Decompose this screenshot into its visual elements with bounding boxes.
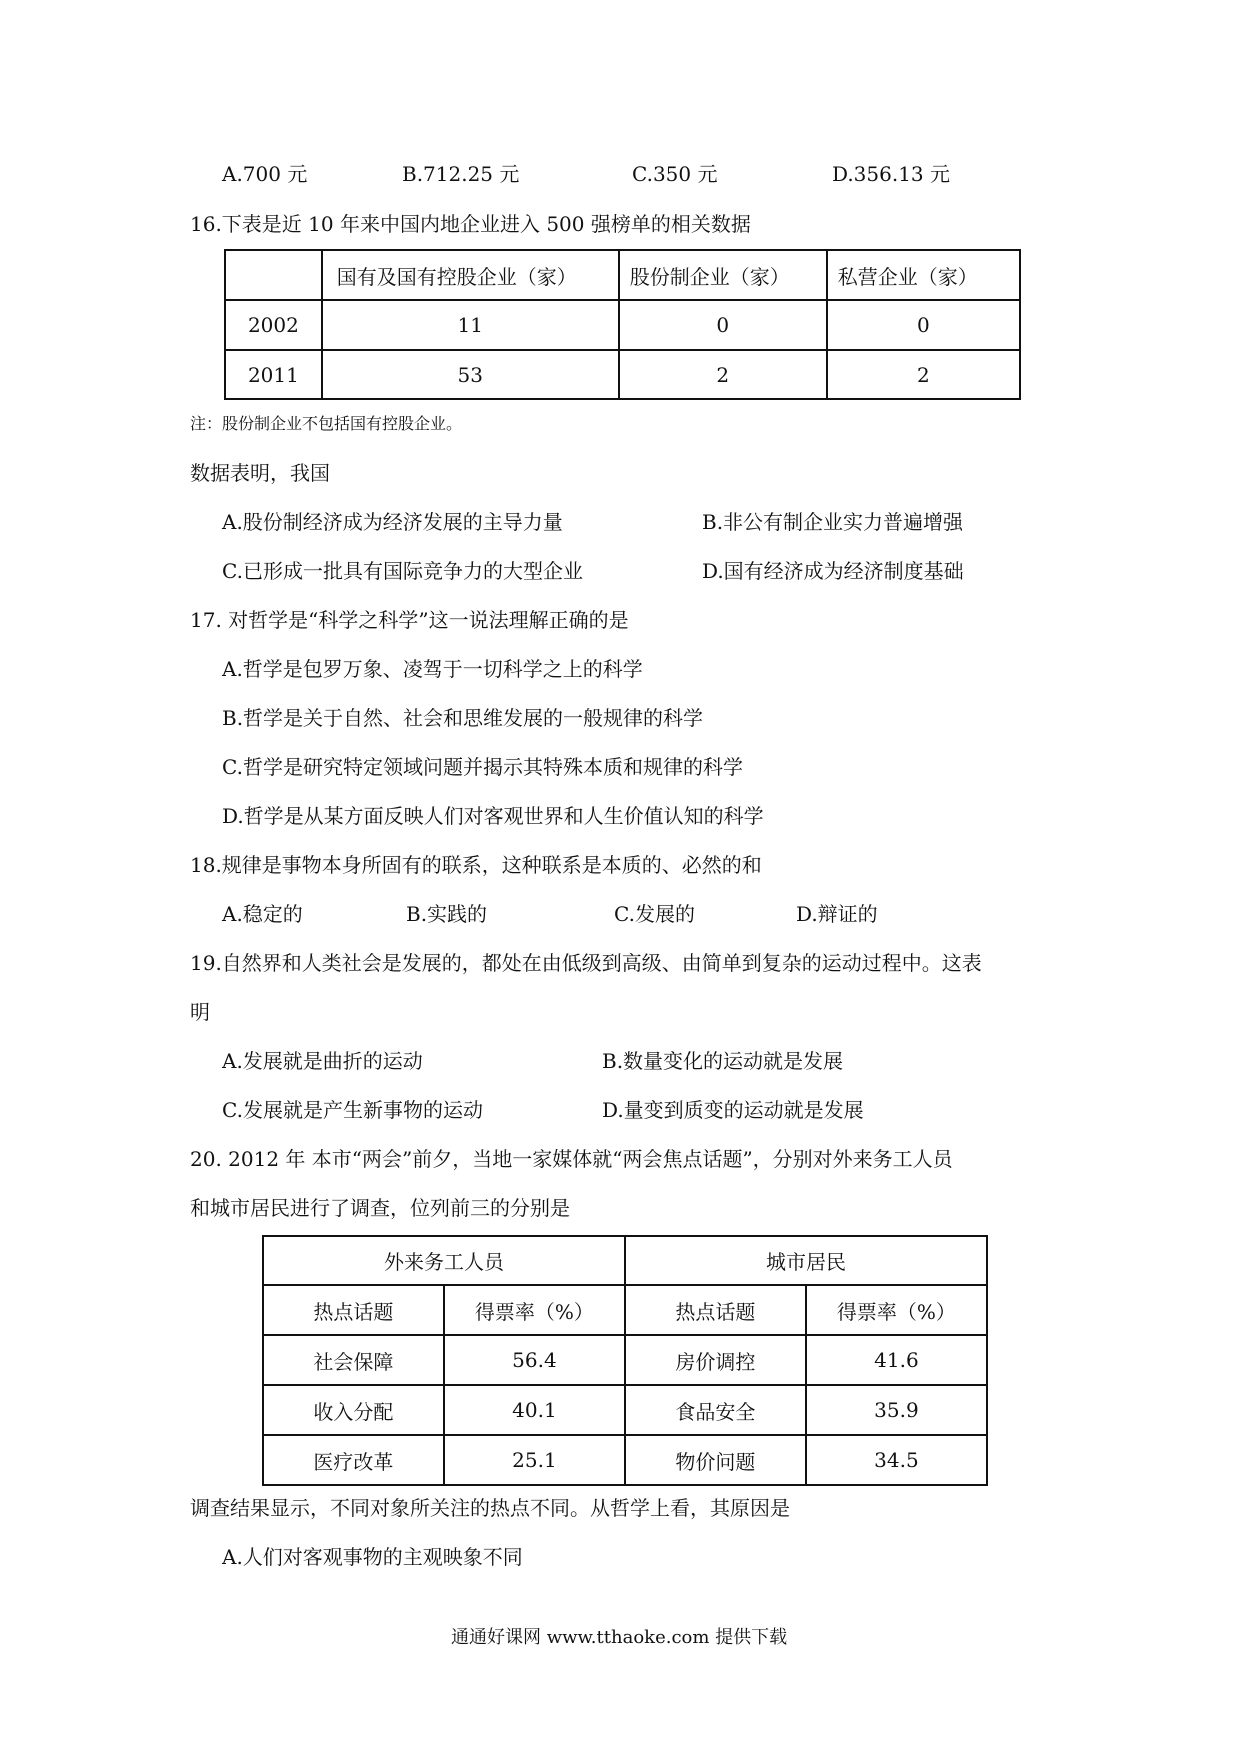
q18-stem: 18.规律是事物本身所固有的联系，这种联系是本质的、必然的和: [190, 853, 762, 877]
q16-year-cell: 2002: [225, 300, 322, 350]
q20-sub-header-cell: 得票率（%）: [806, 1285, 987, 1335]
table-row: [263, 1335, 987, 1385]
q16-header-cell: 国有及国有控股企业（家）: [322, 250, 619, 300]
q18-option-c: C.发展的: [614, 902, 695, 926]
table-row: [263, 1385, 987, 1435]
q17-option-a: A.哲学是包罗万象、凌驾于一切科学之上的科学: [222, 657, 643, 681]
table-row: [225, 300, 1020, 350]
q20-sub-header-cell: 热点话题: [263, 1285, 444, 1335]
q16-option-c: C.已形成一批具有国际竞争力的大型企业: [222, 559, 583, 583]
q20-group-header-row: [263, 1236, 987, 1285]
q15-option-a: A.700 元: [222, 162, 308, 186]
q18-option-b: B.实践的: [406, 902, 488, 926]
q20-group-header-residents: 城市居民: [625, 1236, 987, 1285]
q19-option-a: A.发展就是曲折的运动: [222, 1049, 423, 1073]
q20-group-header-migrant: 外来务工人员: [263, 1236, 625, 1285]
q16-option-a: A.股份制经济成为经济发展的主导力量: [222, 510, 563, 534]
q16-year-cell: 2011: [225, 350, 322, 399]
q16-option-d: D.国有经济成为经济制度基础: [702, 559, 964, 583]
q15-option-c: C.350 元: [632, 162, 718, 186]
q20-topic-cell: 房价调控: [625, 1335, 806, 1385]
q20-lead: 调查结果显示，不同对象所关注的热点不同。从哲学上看，其原因是: [190, 1496, 790, 1520]
q20-stem-line1: 20. 2012 年 本市“两会”前夕，当地一家媒体就“两会焦点话题”，分别对外来务工人员: [190, 1147, 953, 1171]
q20-sub-header-cell: 得票率（%）: [444, 1285, 625, 1335]
q20-sub-header-row: [263, 1285, 987, 1335]
q16-lead: 数据表明，我国: [190, 461, 330, 485]
q17-stem: 17. 对哲学是“科学之科学”这一说法理解正确的是: [190, 608, 629, 632]
q19-stem-line2: 明: [190, 1000, 210, 1024]
table-row: [225, 350, 1020, 399]
q20-topic-cell: 食品安全: [625, 1385, 806, 1435]
q20-stem-line2: 和城市居民进行了调查，位列前三的分别是: [190, 1196, 570, 1220]
q17-option-b: B.哲学是关于自然、社会和思维发展的一般规律的科学: [222, 706, 704, 730]
q20-rate-cell: 41.6: [806, 1335, 987, 1385]
q16-value-cell: 2: [619, 350, 827, 399]
q19-stem-line1: 19.自然界和人类社会是发展的，都处在由低级到高级、由简单到复杂的运动过程中。这表: [190, 951, 982, 975]
q16-value-cell: 0: [827, 300, 1020, 350]
q16-value-cell: 11: [322, 300, 619, 350]
q16-option-b: B.非公有制企业实力普遍增强: [702, 510, 964, 534]
q16-note: 注：股份制企业不包括国有控股企业。: [190, 414, 463, 433]
q16-value-cell: 0: [619, 300, 827, 350]
q20-topic-cell: 物价问题: [625, 1435, 806, 1485]
q20-topic-cell: 社会保障: [263, 1335, 444, 1385]
q18-option-a: A.稳定的: [222, 902, 303, 926]
q20-sub-header-cell: 热点话题: [625, 1285, 806, 1335]
page-footer: 通通好课网 www.tthaoke.com 提供下载: [451, 1627, 788, 1648]
q20-rate-cell: 34.5: [806, 1435, 987, 1485]
q16-header-cell: [225, 250, 322, 300]
q20-topic-cell: 收入分配: [263, 1385, 444, 1435]
q19-option-c: C.发展就是产生新事物的运动: [222, 1098, 483, 1122]
q16-table: [224, 249, 1021, 400]
q16-value-cell: 2: [827, 350, 1020, 399]
q16-value-cell: 53: [322, 350, 619, 399]
table-row: [263, 1435, 987, 1485]
q19-option-d: D.量变到质变的运动就是发展: [602, 1098, 864, 1122]
q20-topic-cell: 医疗改革: [263, 1435, 444, 1485]
q20-rate-cell: 40.1: [444, 1385, 625, 1435]
q16-table-header-row: [225, 250, 1020, 300]
q20-rate-cell: 56.4: [444, 1335, 625, 1385]
q19-option-b: B.数量变化的运动就是发展: [602, 1049, 844, 1073]
q20-option-a: A.人们对客观事物的主观映象不同: [222, 1545, 523, 1569]
q20-rate-cell: 35.9: [806, 1385, 987, 1435]
q20-rate-cell: 25.1: [444, 1435, 625, 1485]
q18-option-d: D.辩证的: [796, 902, 878, 926]
q16-stem: 16.下表是近 10 年来中国内地企业进入 500 强榜单的相关数据: [190, 212, 751, 236]
q16-header-cell: 股份制企业（家）: [619, 250, 827, 300]
q15-option-d: D.356.13 元: [832, 162, 951, 186]
q20-table: [262, 1235, 988, 1486]
q15-option-b: B.712.25 元: [402, 162, 520, 186]
q17-option-d: D.哲学是从某方面反映人们对客观世界和人生价值认知的科学: [222, 804, 764, 828]
q17-option-c: C.哲学是研究特定领域问题并揭示其特殊本质和规律的科学: [222, 755, 743, 779]
q16-header-cell: 私营企业（家）: [827, 250, 1020, 300]
